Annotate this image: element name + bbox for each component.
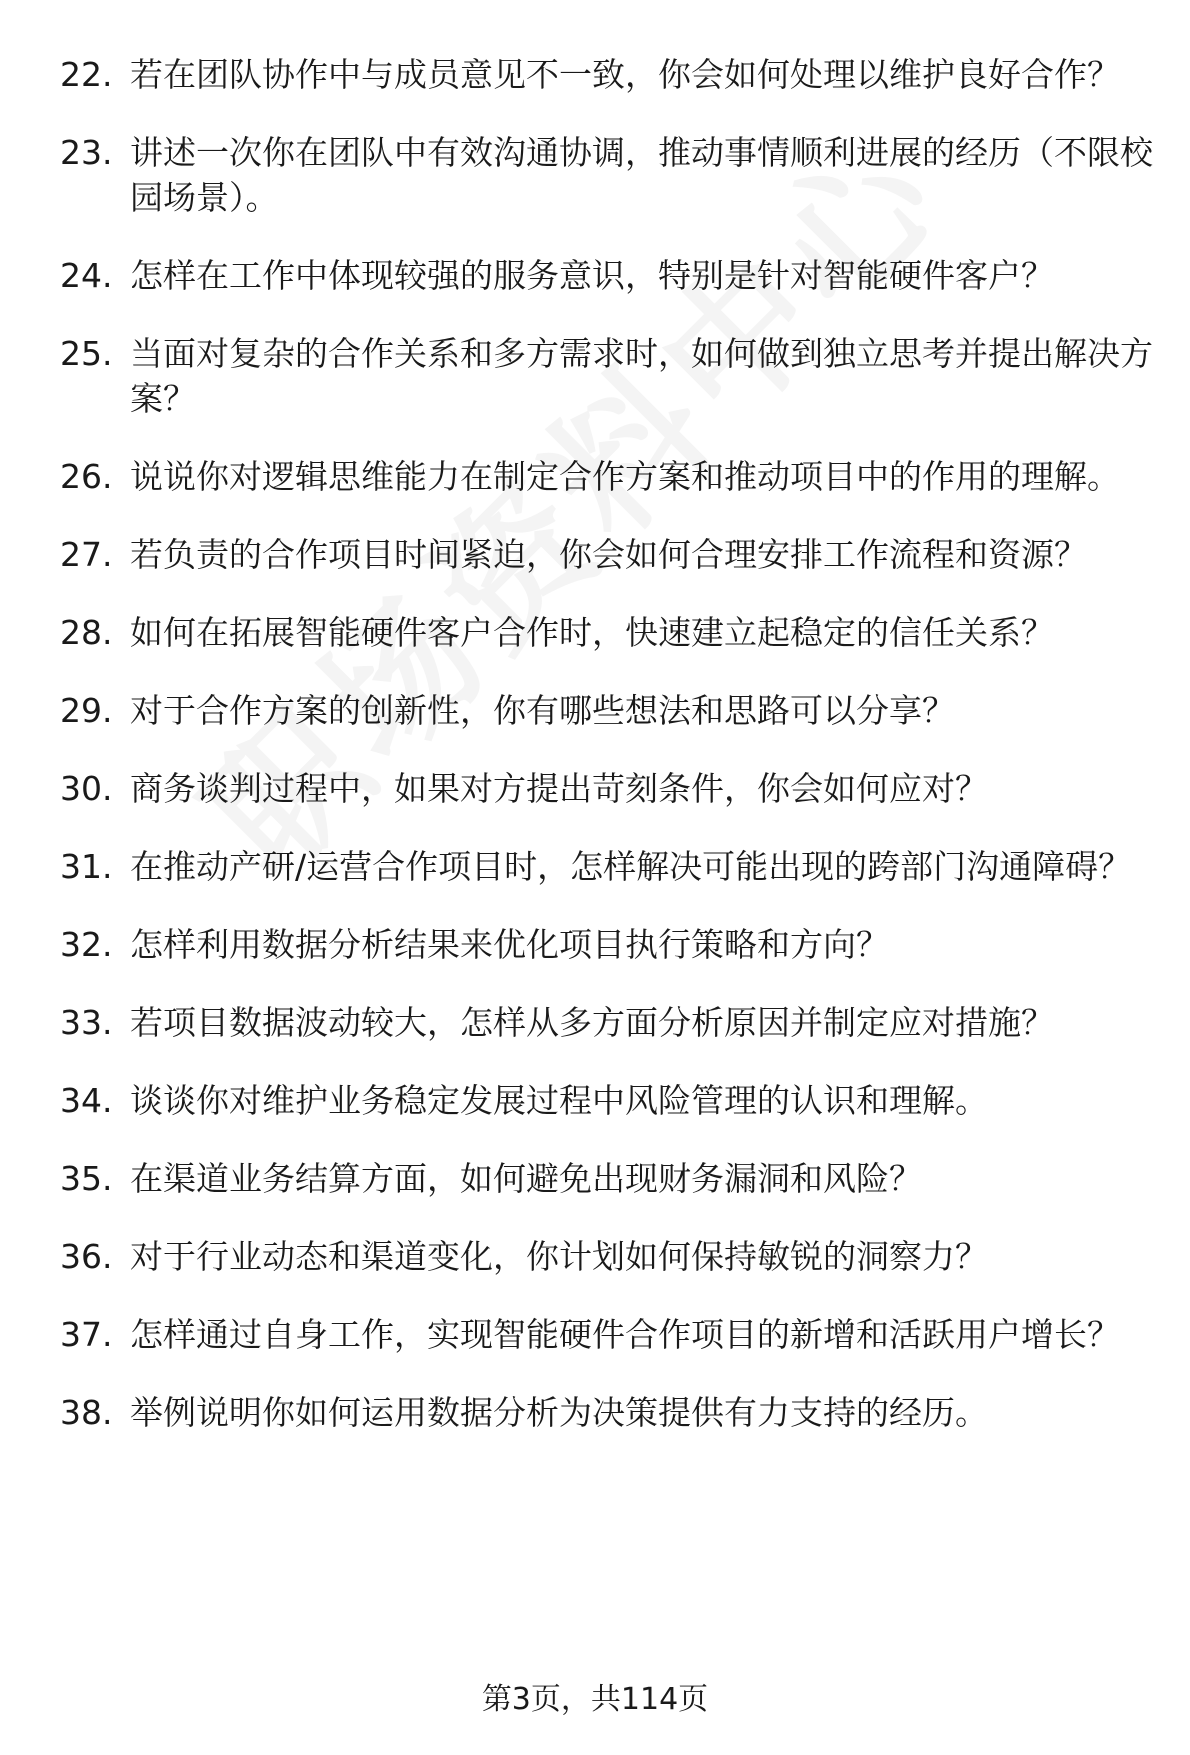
question-item — [60, 331, 1160, 421]
question-text: 若项目数据波动较大，怎样从多方面分析原因并制定应对措施？ — [130, 1003, 1054, 1042]
question-text: 怎样在工作中体现较强的服务意识，特别是针对智能硬件客户？ — [130, 256, 1054, 295]
question-text: 若在团队协作中与成员意见不一致，你会如何处理以维护良好合作？ — [130, 55, 1120, 94]
question-text: 若负责的合作项目时间紧迫，你会如何合理安排工作流程和资源？ — [130, 535, 1087, 574]
question-item — [60, 130, 1160, 220]
question-number: 37. — [60, 1315, 113, 1354]
question-number: 35. — [60, 1159, 113, 1198]
question-text: 当面对复杂的合作关系和多方需求时，如何做到独立思考并提出解决方案？ — [130, 334, 1153, 418]
question-list — [60, 52, 1160, 1468]
question-number: 38. — [60, 1393, 113, 1432]
question-text: 谈谈你对维护业务稳定发展过程中风险管理的认识和理解。 — [130, 1081, 988, 1120]
question-item — [60, 922, 1160, 967]
question-text: 商务谈判过程中，如果对方提出苛刻条件，你会如何应对？ — [130, 769, 988, 808]
question-number: 29. — [60, 691, 113, 730]
question-number: 31. — [60, 847, 113, 886]
question-text: 怎样利用数据分析结果来优化项目执行策略和方向？ — [130, 925, 889, 964]
question-text: 怎样通过自身工作，实现智能硬件合作项目的新增和活跃用户增长？ — [130, 1315, 1120, 1354]
question-text: 在渠道业务结算方面，如何避免出现财务漏洞和风险？ — [130, 1159, 922, 1198]
question-item — [60, 532, 1160, 577]
question-number: 27. — [60, 535, 113, 574]
question-item — [60, 1000, 1160, 1045]
question-number: 34. — [60, 1081, 113, 1120]
question-text: 举例说明你如何运用数据分析为决策提供有力支持的经历。 — [130, 1393, 988, 1432]
question-item — [60, 1234, 1160, 1279]
question-text: 讲述一次你在团队中有效沟通协调，推动事情顺利进展的经历（不限校园场景）。 — [130, 133, 1153, 217]
question-number: 32. — [60, 925, 113, 964]
question-item — [60, 52, 1160, 97]
question-item — [60, 1312, 1160, 1357]
question-item — [60, 454, 1160, 499]
question-number: 23. — [60, 133, 113, 172]
question-text: 对于行业动态和渠道变化，你计划如何保持敏锐的洞察力？ — [130, 1237, 988, 1276]
question-number: 25. — [60, 334, 113, 373]
question-text: 说说你对逻辑思维能力在制定合作方案和推动项目中的作用的理解。 — [130, 457, 1120, 496]
question-item — [60, 253, 1160, 298]
question-number: 26. — [60, 457, 113, 496]
question-number: 36. — [60, 1237, 113, 1276]
question-number: 33. — [60, 1003, 113, 1042]
page-indicator: 第3页，共114页 — [481, 1682, 709, 1717]
question-text: 在推动产研/运营合作项目时，怎样解决可能出现的跨部门沟通障碍？ — [130, 847, 1132, 886]
question-number: 28. — [60, 613, 113, 652]
question-text: 如何在拓展智能硬件客户合作时，快速建立起稳定的信任关系？ — [130, 613, 1054, 652]
question-number: 24. — [60, 256, 113, 295]
question-item — [60, 766, 1160, 811]
question-item — [60, 844, 1160, 889]
question-item — [60, 1078, 1160, 1123]
question-item — [60, 1156, 1160, 1201]
question-item — [60, 688, 1160, 733]
question-item — [60, 1390, 1160, 1435]
question-number: 30. — [60, 769, 113, 808]
question-number: 22. — [60, 55, 113, 94]
question-text: 对于合作方案的创新性，你有哪些想法和思路可以分享？ — [130, 691, 955, 730]
question-item — [60, 610, 1160, 655]
